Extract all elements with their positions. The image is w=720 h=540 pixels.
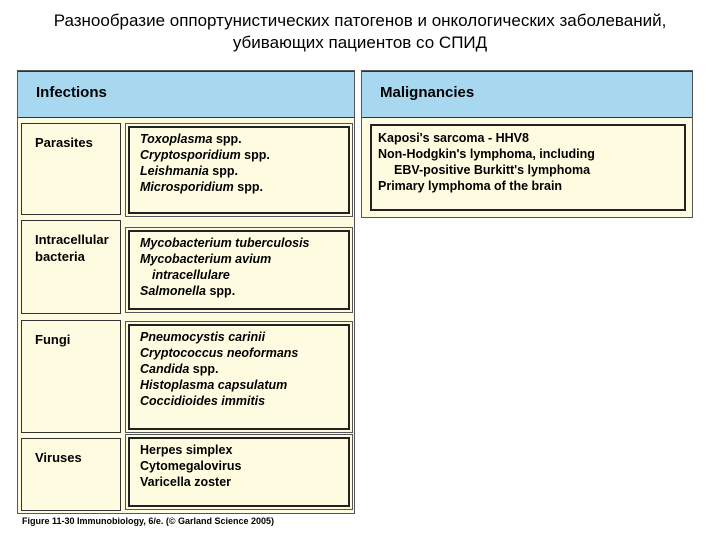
- list-fungi: [128, 324, 350, 430]
- infections-panel: [17, 70, 355, 514]
- item-text: spp.: [189, 362, 219, 376]
- item-text: spp.: [206, 284, 236, 298]
- list-item: [140, 361, 348, 377]
- list-item: [140, 131, 348, 147]
- list-intracellular-bacteria: [128, 230, 350, 310]
- category-parasites: [21, 123, 121, 215]
- list-item: Kaposi's sarcoma - HHV8: [378, 131, 529, 145]
- list-item: Non-Hodgkin's lymphoma, including: [378, 147, 595, 161]
- item-text: Microsporidium: [140, 180, 234, 194]
- category-label: bacteria: [35, 249, 85, 264]
- item-text: spp.: [208, 164, 238, 178]
- list-item: [140, 179, 348, 195]
- item-text: Leishmania: [140, 164, 209, 178]
- category-viruses: [21, 438, 121, 511]
- list-item: [140, 329, 348, 345]
- list-item: [140, 393, 348, 409]
- title-line-1: Разнообразие оппортунистических патогенов и онкологических заболеваний,: [53, 11, 667, 30]
- category-label: Intracellular: [35, 232, 109, 247]
- list-parasites: [128, 126, 350, 214]
- infections-header: Infections: [18, 71, 354, 118]
- item-text: Cryptococcus neoformans: [140, 346, 299, 360]
- list-item: [140, 377, 348, 393]
- title-line-2: убивающих пациентов со СПИД: [232, 33, 488, 52]
- item-text: Cytomegalovirus: [140, 459, 242, 473]
- category-intracellular-bacteria: [21, 220, 121, 314]
- list-viruses: [128, 437, 350, 507]
- item-text: Candida: [140, 362, 190, 376]
- figure-caption: Figure 11-30 Immunobiology, 6/e. (© Garland Science 2005): [22, 516, 275, 526]
- item-text: spp.: [240, 148, 270, 162]
- item-text: spp.: [233, 180, 263, 194]
- list-item: [140, 163, 348, 179]
- list-item: [140, 235, 348, 251]
- list-item: [140, 442, 348, 458]
- category-label: Fungi: [35, 332, 71, 347]
- list-item: [140, 283, 348, 299]
- list-item: [140, 251, 348, 267]
- item-text: Cryptosporidium: [140, 148, 241, 162]
- item-text: Varicella zoster: [140, 475, 232, 489]
- item-text: Salmonella: [140, 284, 206, 298]
- item-text: Coccidioides immitis: [140, 394, 266, 408]
- list-item: [140, 267, 348, 283]
- item-text: Toxoplasma: [140, 132, 213, 146]
- page-title: [0, 10, 720, 54]
- item-text: Mycobacterium tuberculosis: [140, 236, 310, 250]
- list-item: Primary lymphoma of the brain: [378, 179, 563, 193]
- list-item: [140, 345, 348, 361]
- item-text: Pneumocystis carinii: [140, 330, 266, 344]
- category-fungi: [21, 320, 121, 433]
- malignancies-header: Malignancies: [362, 71, 692, 118]
- category-label: Viruses: [35, 450, 82, 465]
- list-item: [140, 147, 348, 163]
- item-text: intracellulare: [152, 268, 230, 282]
- item-text: Mycobacterium avium: [140, 252, 272, 266]
- category-label: Parasites: [35, 135, 93, 150]
- item-text: Histoplasma capsulatum: [140, 378, 288, 392]
- list-malignancies: [370, 124, 686, 211]
- malignancies-panel: [361, 70, 693, 218]
- list-item: [140, 458, 348, 474]
- list-item: EBV-positive Burkitt's lymphoma: [394, 163, 591, 177]
- item-text: Herpes simplex: [140, 443, 233, 457]
- item-text: spp.: [212, 132, 242, 146]
- list-item: [140, 474, 348, 490]
